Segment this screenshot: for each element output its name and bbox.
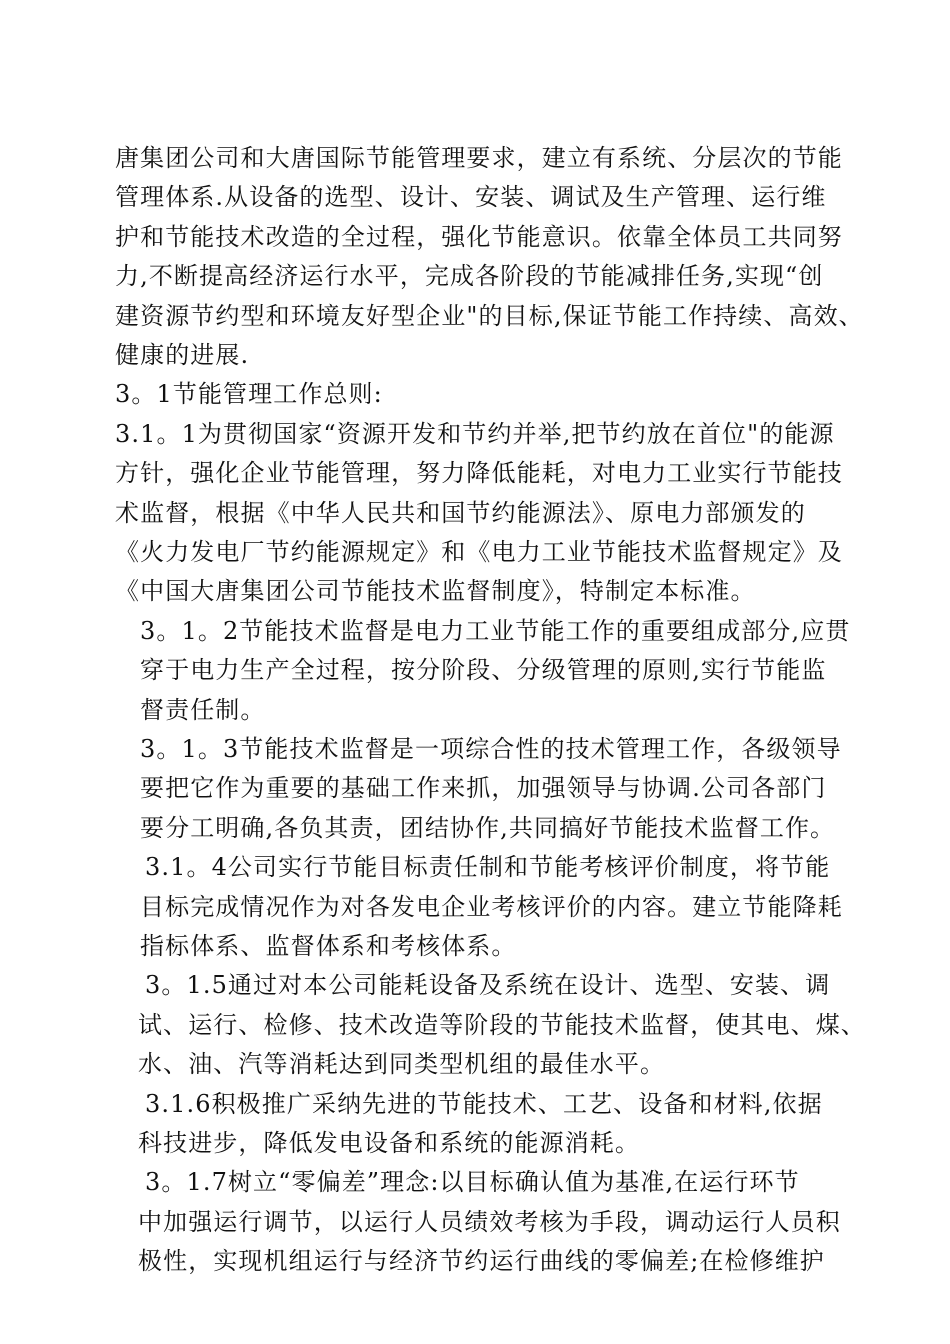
clause-line: 中加强运行调节，以运行人员绩效考核为手段，调动运行人员积: [138, 1208, 841, 1236]
clause-line: 科技进步，降低发电设备和系统的能源消耗。: [138, 1129, 640, 1157]
clause-line: 术监督，根据《中华人民共和国节约能源法》、原电力部颁发的: [115, 499, 806, 527]
clause-line: 3。1。3节能技术监督是一项综合性的技术管理工作，各级领导: [140, 735, 842, 763]
clause-line: 3。1.5通过对本公司能耗设备及系统在设计、选型、安装、调: [145, 971, 831, 999]
intro-line: 管理体系.从设备的选型、设计、安装、调试及生产管理、运行维: [115, 183, 827, 211]
intro-line: 建资源节约型和环境友好型企业"的目标,保证节能工作持续、高效、: [115, 302, 864, 330]
clause-line: 方针，强化企业节能管理，努力降低能耗，对电力工业实行节能技: [115, 459, 843, 487]
clause-line: 《火力发电厂节约能源规定》和《电力工业节能技术监督规定》及: [115, 538, 843, 566]
clause-line: 目标完成情况作为对各发电企业考核评价的内容。建立节能降耗: [140, 893, 843, 921]
intro-line: 健康的进展.: [115, 341, 250, 369]
clause-line: 要把它作为重要的基础工作来抓，加强领导与协调.公司各部门: [140, 774, 827, 802]
clause-line: 3.1.6积极推广采纳先进的节能技术、工艺、设备和材料,依据: [145, 1090, 823, 1118]
clause-line: 指标体系、监督体系和考核体系。: [140, 932, 517, 960]
intro-line: 唐集团公司和大唐国际节能管理要求，建立有系统、分层次的节能: [115, 144, 843, 172]
clause-line: 督责任制。: [140, 696, 266, 724]
clause-line: 水、油、汽等消耗达到同类型机组的最佳水平。: [138, 1050, 666, 1078]
clause-line: 试、运行、检修、技术改造等阶段的节能技术监督，使其电、煤、: [138, 1011, 866, 1039]
clause-line: 《中国大唐集团公司节能技术监督制度》，特制定本标准。: [115, 577, 756, 605]
clause-line: 3。1.7树立“零偏差”理念:以目标确认值为基准,在运行环节: [145, 1168, 800, 1196]
clause-line: 要分工明确,各负其责，团结协作,共同搞好节能技术监督工作。: [140, 814, 836, 842]
clause-line: 3。1。2节能技术监督是电力工业节能工作的重要组成部分,应贯: [140, 617, 851, 645]
clause-line: 穿于电力生产全过程，按分阶段、分级管理的原则,实行节能监: [140, 656, 827, 684]
intro-line: 护和节能技术改造的全过程，强化节能意识。依靠全体员工共同努: [115, 223, 843, 251]
section-heading: 3。1节能管理工作总则:: [115, 380, 383, 408]
clause-line: 极性，实现机组运行与经济节约运行曲线的零偏差;在检修维护: [138, 1247, 825, 1275]
clause-line: 3.1。4公司实行节能目标责任制和节能考核评价制度，将节能: [145, 853, 831, 881]
intro-line: 力,不断提高经济运行水平，完成各阶段的节能减排任务,实现“创: [115, 262, 824, 290]
clause-line: 3.1。1为贯彻国家“资源开发和节约并举,把节约放在首位"的能源: [115, 420, 835, 448]
